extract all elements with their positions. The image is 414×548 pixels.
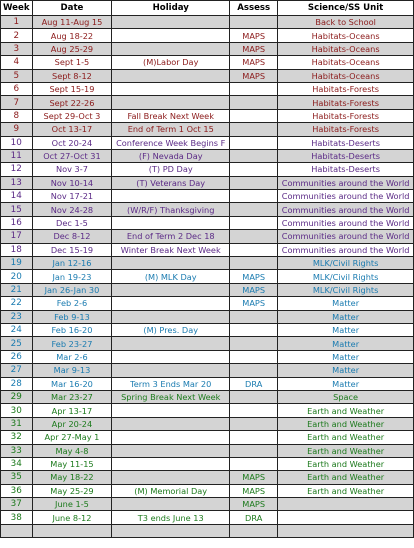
- assess-cell: [230, 444, 278, 457]
- week-cell: 25: [1, 337, 33, 350]
- assess-cell: MAPS: [230, 484, 278, 497]
- table-row: [1, 364, 414, 377]
- unit-cell: Habitats-Oceans: [278, 69, 414, 82]
- date-cell: Dec 15-19: [32, 243, 112, 256]
- holiday-cell: Spring Break Next Week: [112, 390, 230, 403]
- unit-cell: Habitats-Deserts: [278, 149, 414, 162]
- date-cell: Mar 2-6: [32, 350, 112, 363]
- holiday-cell: (M) Memorial Day: [112, 484, 230, 497]
- date-cell: Nov 24-28: [32, 203, 112, 216]
- table-row: [1, 69, 414, 82]
- table-row: [1, 511, 414, 524]
- date-cell: May 4-8: [32, 444, 112, 457]
- assess-cell: [230, 417, 278, 430]
- unit-cell: Matter: [278, 310, 414, 323]
- holiday-cell: End of Term 1 Oct 15: [112, 123, 230, 136]
- table-row: [1, 524, 414, 537]
- date-cell: Aug 25-29: [32, 42, 112, 55]
- unit-cell: Earth and Weather: [278, 404, 414, 417]
- table-row: [1, 417, 414, 430]
- unit-cell: Earth and Weather: [278, 484, 414, 497]
- unit-cell: Communities around the World: [278, 243, 414, 256]
- assess-cell: [230, 203, 278, 216]
- holiday-cell: [112, 297, 230, 310]
- holiday-cell: [112, 444, 230, 457]
- week-cell: 37: [1, 498, 33, 511]
- assess-cell: [230, 123, 278, 136]
- unit-cell: Earth and Weather: [278, 417, 414, 430]
- header-row: [1, 1, 414, 16]
- table-row: [1, 323, 414, 336]
- assess-cell: [230, 149, 278, 162]
- assess-cell: MAPS: [230, 56, 278, 69]
- unit-cell: Matter: [278, 337, 414, 350]
- unit-cell: Matter: [278, 323, 414, 336]
- holiday-cell: [112, 310, 230, 323]
- unit-cell: Earth and Weather: [278, 444, 414, 457]
- week-cell: 1: [1, 16, 33, 29]
- unit-cell: Space: [278, 390, 414, 403]
- table-row: [1, 283, 414, 296]
- week-cell: 22: [1, 297, 33, 310]
- holiday-cell: [112, 350, 230, 363]
- date-cell: May 11-15: [32, 457, 112, 470]
- holiday-cell: [112, 29, 230, 42]
- table-row: [1, 484, 414, 497]
- holiday-cell: [112, 16, 230, 29]
- date-cell: Feb 23-27: [32, 337, 112, 350]
- date-cell: Dec 1-5: [32, 216, 112, 229]
- holiday-cell: [112, 417, 230, 430]
- assess-cell: MAPS: [230, 498, 278, 511]
- date-cell: Oct 13-17: [32, 123, 112, 136]
- holiday-cell: (T) PD Day: [112, 163, 230, 176]
- date-cell: Apr 13-17: [32, 404, 112, 417]
- unit-cell: MLK/Civil Rights: [278, 257, 414, 270]
- date-cell: Nov 17-21: [32, 190, 112, 203]
- holiday-cell: [112, 471, 230, 484]
- unit-cell: Earth and Weather: [278, 457, 414, 470]
- date-cell: Sept 29-Oct 3: [32, 109, 112, 122]
- assess-cell: MAPS: [230, 297, 278, 310]
- holiday-cell: Fall Break Next Week: [112, 109, 230, 122]
- week-cell: 38: [1, 511, 33, 524]
- table-row: [1, 337, 414, 350]
- table-row: [1, 56, 414, 69]
- holiday-cell: [112, 257, 230, 270]
- table-row: [1, 310, 414, 323]
- week-cell: 2: [1, 29, 33, 42]
- holiday-cell: Conference Week Begins F: [112, 136, 230, 149]
- date-cell: Sept 15-19: [32, 82, 112, 95]
- holiday-cell: [112, 524, 230, 537]
- table-row: [1, 457, 414, 470]
- date-cell: May 18-22: [32, 471, 112, 484]
- week-cell: 24: [1, 323, 33, 336]
- table-row: [1, 270, 414, 283]
- week-cell: 34: [1, 457, 33, 470]
- holiday-cell: [112, 96, 230, 109]
- assess-cell: MAPS: [230, 471, 278, 484]
- unit-cell: Communities around the World: [278, 176, 414, 189]
- assess-cell: [230, 310, 278, 323]
- assess-cell: [230, 337, 278, 350]
- week-cell: 31: [1, 417, 33, 430]
- date-cell: Nov 3-7: [32, 163, 112, 176]
- holiday-cell: [112, 431, 230, 444]
- header-unit: Science/SS Unit: [278, 1, 414, 16]
- table-body: [1, 16, 414, 538]
- table-row: [1, 350, 414, 363]
- assess-cell: [230, 82, 278, 95]
- holiday-cell: (M)Labor Day: [112, 56, 230, 69]
- date-cell: Feb 9-13: [32, 310, 112, 323]
- week-cell: [1, 524, 33, 537]
- week-cell: 20: [1, 270, 33, 283]
- holiday-cell: Winter Break Next Week: [112, 243, 230, 256]
- header-date: Date: [32, 1, 112, 16]
- unit-cell: Habitats-Oceans: [278, 29, 414, 42]
- assess-cell: [230, 176, 278, 189]
- assess-cell: [230, 216, 278, 229]
- week-cell: 33: [1, 444, 33, 457]
- holiday-cell: (M) Pres. Day: [112, 323, 230, 336]
- table-row: [1, 257, 414, 270]
- table-row: [1, 136, 414, 149]
- assess-cell: [230, 457, 278, 470]
- unit-cell: Communities around the World: [278, 203, 414, 216]
- holiday-cell: [112, 69, 230, 82]
- assess-cell: [230, 364, 278, 377]
- week-cell: 19: [1, 257, 33, 270]
- assess-cell: [230, 431, 278, 444]
- date-cell: June 1-5: [32, 498, 112, 511]
- date-cell: Sept 22-26: [32, 96, 112, 109]
- unit-cell: Matter: [278, 297, 414, 310]
- holiday-cell: [112, 82, 230, 95]
- assess-cell: [230, 230, 278, 243]
- unit-cell: Communities around the World: [278, 230, 414, 243]
- unit-cell: Habitats-Oceans: [278, 42, 414, 55]
- assess-cell: [230, 243, 278, 256]
- date-cell: Oct 27-Oct 31: [32, 149, 112, 162]
- week-cell: 21: [1, 283, 33, 296]
- holiday-cell: [112, 216, 230, 229]
- table-row: [1, 297, 414, 310]
- unit-cell: Earth and Weather: [278, 471, 414, 484]
- unit-cell: Earth and Weather: [278, 431, 414, 444]
- assess-cell: [230, 109, 278, 122]
- assess-cell: MAPS: [230, 42, 278, 55]
- unit-cell: Habitats-Forests: [278, 96, 414, 109]
- table-row: [1, 42, 414, 55]
- holiday-cell: [112, 457, 230, 470]
- header-week: Week: [1, 1, 33, 16]
- date-cell: Feb 16-20: [32, 323, 112, 336]
- assess-cell: MAPS: [230, 29, 278, 42]
- holiday-cell: [112, 190, 230, 203]
- week-cell: 28: [1, 377, 33, 390]
- table-row: [1, 82, 414, 95]
- assess-cell: [230, 190, 278, 203]
- table-row: [1, 216, 414, 229]
- table-row: [1, 109, 414, 122]
- table-row: [1, 96, 414, 109]
- table-row: [1, 16, 414, 29]
- table-row: [1, 498, 414, 511]
- date-cell: Mar 16-20: [32, 377, 112, 390]
- week-cell: 9: [1, 123, 33, 136]
- week-cell: 6: [1, 82, 33, 95]
- unit-cell: Habitats-Deserts: [278, 136, 414, 149]
- date-cell: Aug 18-22: [32, 29, 112, 42]
- week-cell: 4: [1, 56, 33, 69]
- date-cell: May 25-29: [32, 484, 112, 497]
- week-cell: 12: [1, 163, 33, 176]
- week-cell: 29: [1, 390, 33, 403]
- assess-cell: [230, 163, 278, 176]
- week-cell: 27: [1, 364, 33, 377]
- week-cell: 14: [1, 190, 33, 203]
- week-cell: 30: [1, 404, 33, 417]
- table-row: [1, 431, 414, 444]
- date-cell: June 8-12: [32, 511, 112, 524]
- unit-cell: [278, 498, 414, 511]
- unit-cell: Habitats-Forests: [278, 82, 414, 95]
- assess-cell: [230, 524, 278, 537]
- unit-cell: [278, 524, 414, 537]
- week-cell: 10: [1, 136, 33, 149]
- week-cell: 5: [1, 69, 33, 82]
- week-cell: 15: [1, 203, 33, 216]
- unit-cell: Habitats-Oceans: [278, 56, 414, 69]
- assess-cell: [230, 390, 278, 403]
- table-row: [1, 471, 414, 484]
- assess-cell: [230, 323, 278, 336]
- table-row: [1, 230, 414, 243]
- week-cell: 23: [1, 310, 33, 323]
- unit-cell: Matter: [278, 377, 414, 390]
- date-cell: Mar 23-27: [32, 390, 112, 403]
- assess-cell: [230, 136, 278, 149]
- unit-cell: MLK/Civil Rights: [278, 283, 414, 296]
- date-cell: Aug 11-Aug 15: [32, 16, 112, 29]
- assess-cell: DRA: [230, 511, 278, 524]
- header-holiday: Holiday: [112, 1, 230, 16]
- holiday-cell: (T) Veterans Day: [112, 176, 230, 189]
- date-cell: Jan 19-23: [32, 270, 112, 283]
- holiday-cell: [112, 404, 230, 417]
- date-cell: Apr 20-24: [32, 417, 112, 430]
- week-cell: 36: [1, 484, 33, 497]
- week-cell: 17: [1, 230, 33, 243]
- week-cell: 3: [1, 42, 33, 55]
- table-row: [1, 176, 414, 189]
- unit-cell: Habitats-Forests: [278, 109, 414, 122]
- week-cell: 11: [1, 149, 33, 162]
- assess-cell: [230, 16, 278, 29]
- date-cell: [32, 524, 112, 537]
- holiday-cell: [112, 498, 230, 511]
- assess-cell: MAPS: [230, 283, 278, 296]
- holiday-cell: (M) MLK Day: [112, 270, 230, 283]
- holiday-cell: [112, 283, 230, 296]
- assess-cell: MAPS: [230, 69, 278, 82]
- table-row: [1, 203, 414, 216]
- holiday-cell: [112, 42, 230, 55]
- assess-cell: [230, 404, 278, 417]
- date-cell: Mar 9-13: [32, 364, 112, 377]
- holiday-cell: End of Term 2 Dec 18: [112, 230, 230, 243]
- table-row: [1, 444, 414, 457]
- unit-cell: MLK/Civil Rights: [278, 270, 414, 283]
- holiday-cell: T3 ends June 13: [112, 511, 230, 524]
- week-cell: 35: [1, 471, 33, 484]
- week-cell: 16: [1, 216, 33, 229]
- table-row: [1, 163, 414, 176]
- date-cell: Sept 1-5: [32, 56, 112, 69]
- header-assess: Assess: [230, 1, 278, 16]
- holiday-cell: [112, 364, 230, 377]
- assess-cell: [230, 350, 278, 363]
- table-row: [1, 149, 414, 162]
- unit-cell: Back to School: [278, 16, 414, 29]
- table-row: [1, 404, 414, 417]
- date-cell: Apr 27-May 1: [32, 431, 112, 444]
- week-cell: 8: [1, 109, 33, 122]
- unit-cell: Matter: [278, 364, 414, 377]
- date-cell: Jan 12-16: [32, 257, 112, 270]
- unit-cell: Matter: [278, 350, 414, 363]
- unit-cell: [278, 511, 414, 524]
- holiday-cell: [112, 337, 230, 350]
- date-cell: Sept 8-12: [32, 69, 112, 82]
- unit-cell: Habitats-Deserts: [278, 163, 414, 176]
- table-row: [1, 190, 414, 203]
- date-cell: Jan 26-Jan 30: [32, 283, 112, 296]
- table-row: [1, 29, 414, 42]
- date-cell: Dec 8-12: [32, 230, 112, 243]
- week-cell: 26: [1, 350, 33, 363]
- table-row: [1, 377, 414, 390]
- week-cell: 7: [1, 96, 33, 109]
- table-row: [1, 123, 414, 136]
- date-cell: Nov 10-14: [32, 176, 112, 189]
- date-cell: Feb 2-6: [32, 297, 112, 310]
- unit-cell: Habitats-Forests: [278, 123, 414, 136]
- holiday-cell: Term 3 Ends Mar 20: [112, 377, 230, 390]
- date-cell: Oct 20-24: [32, 136, 112, 149]
- unit-cell: Communities around the World: [278, 190, 414, 203]
- assess-cell: [230, 96, 278, 109]
- week-cell: 32: [1, 431, 33, 444]
- week-cell: 13: [1, 176, 33, 189]
- assess-cell: DRA: [230, 377, 278, 390]
- week-cell: 18: [1, 243, 33, 256]
- assess-cell: MAPS: [230, 270, 278, 283]
- holiday-cell: (W/R/F) Thanksgiving: [112, 203, 230, 216]
- holiday-cell: (F) Nevada Day: [112, 149, 230, 162]
- assess-cell: [230, 257, 278, 270]
- table-row: [1, 390, 414, 403]
- unit-cell: Communities around the World: [278, 216, 414, 229]
- table-row: [1, 243, 414, 256]
